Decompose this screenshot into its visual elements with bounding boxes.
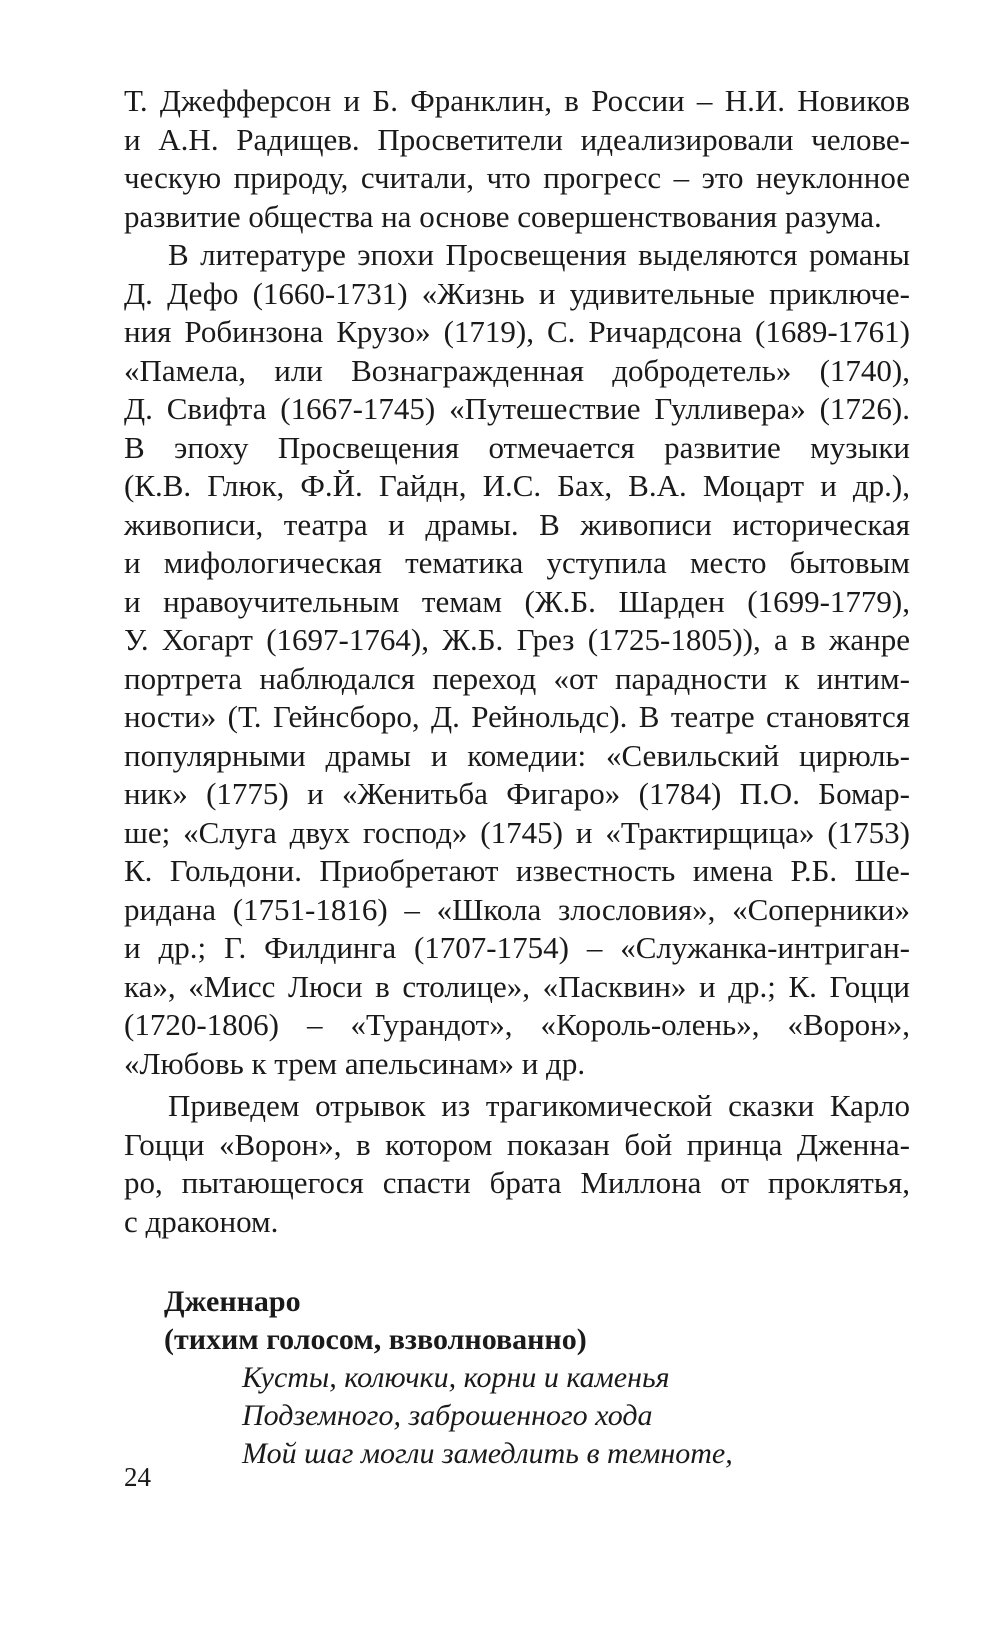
- text-line: и мифологическая тематика уступила место бытовым: [124, 545, 910, 580]
- text-line: и А.Н. Радищев. Просветители идеализировали челове-: [124, 121, 910, 157]
- text-line: «Памела, или Вознагражденная добродетель» (1740),: [124, 352, 910, 388]
- text-line: ро, пытающегося спасти брата Миллона от проклятья,: [124, 1165, 910, 1200]
- text-line: живописи, театра и драмы. В живописи историческая: [124, 506, 910, 542]
- text-line: Д. Свифта (1667-1745) «Путешествие Гулливера» (1726).: [124, 391, 910, 426]
- speaker-name: Дженнаро: [164, 1285, 301, 1318]
- text-line: ридана (1751-1816) – «Школа злословия», «Соперники»: [124, 891, 910, 927]
- text-line: и нравоучительным темам (Ж.Б. Шарден (1699-1779),: [124, 583, 910, 619]
- text-line: ности» (Т. Гейнсборо, Д. Рейнольдс). В театре становятся: [124, 699, 910, 734]
- text-line: (1720-1806) – «Турандот», «Король-олень», «Ворон»,: [124, 1007, 910, 1042]
- text-line: ше; «Слуга двух господ» (1745) и «Трактирщица» (1753): [124, 814, 910, 850]
- play-excerpt: [124, 1283, 910, 1473]
- paragraph-literature: [124, 236, 910, 1083]
- text-line: У. Хогарт (1697-1764), Ж.Б. Грез (1725-1805)), а в жанре: [124, 622, 910, 657]
- paragraph-enlightenment-intro: [124, 82, 910, 236]
- verse-line: Мой шаг могли замедлить в темноте,: [242, 1437, 733, 1470]
- text-line: ка», «Мисс Люси в столице», «Пасквин» и др.; К. Гоцци: [124, 968, 910, 1004]
- text-line: ния Робинзона Крузо» (1719), С. Ричардсона (1689-1761): [124, 314, 910, 349]
- text-line: «Любовь к трем апельсинам» и др.: [124, 1045, 586, 1081]
- text-line: Д. Дефо (1660-1731) «Жизнь и удивительные приключе-: [124, 275, 910, 311]
- text-line: развитие общества на основе совершенствования разума.: [124, 198, 882, 234]
- text-line: В эпоху Просвещения отмечается развитие музыки: [124, 429, 910, 465]
- text-line: Приведем отрывок из трагикомической сказки Карло: [168, 1088, 910, 1123]
- verse-line: Кусты, колючки, корни и каменья: [242, 1361, 670, 1394]
- stage-direction: (тихим голосом, взволнованно): [164, 1323, 587, 1356]
- text-line: Гоцци «Ворон», в котором показан бой принца Дженна-: [124, 1126, 910, 1162]
- text-line: с драконом.: [124, 1203, 279, 1239]
- text-line: портрета наблюдался переход «от парадности к интим-: [124, 660, 910, 696]
- text-line: ческую природу, считали, что прогресс – это неуклонное: [124, 160, 910, 195]
- text-line: В литературе эпохи Просвещения выделяются романы: [168, 237, 910, 272]
- page-number: 24: [124, 1462, 151, 1492]
- text-line: и др.; Г. Филдинга (1707-1754) – «Служанка-интриган-: [124, 930, 910, 965]
- text-line: ник» (1775) и «Женитьба Фигаро» (1784) П.О. Бомар-: [124, 776, 910, 811]
- text-line: популярными драмы и комедии: «Севильский цирюль-: [124, 737, 910, 773]
- text-line: Т. Джефферсон и Б. Франклин, в России – Н.И. Новиков: [124, 83, 910, 118]
- verse-line: Подземного, заброшенного хода: [242, 1399, 653, 1432]
- text-line: (К.В. Глюк, Ф.Й. Гайдн, И.С. Бах, В.А. Моцарт и др.),: [124, 468, 910, 503]
- page-body: [124, 82, 910, 1473]
- text-line: К. Гольдони. Приобретают известность имена Р.Б. Ше-: [124, 853, 910, 888]
- paragraph-excerpt-intro: [124, 1087, 910, 1241]
